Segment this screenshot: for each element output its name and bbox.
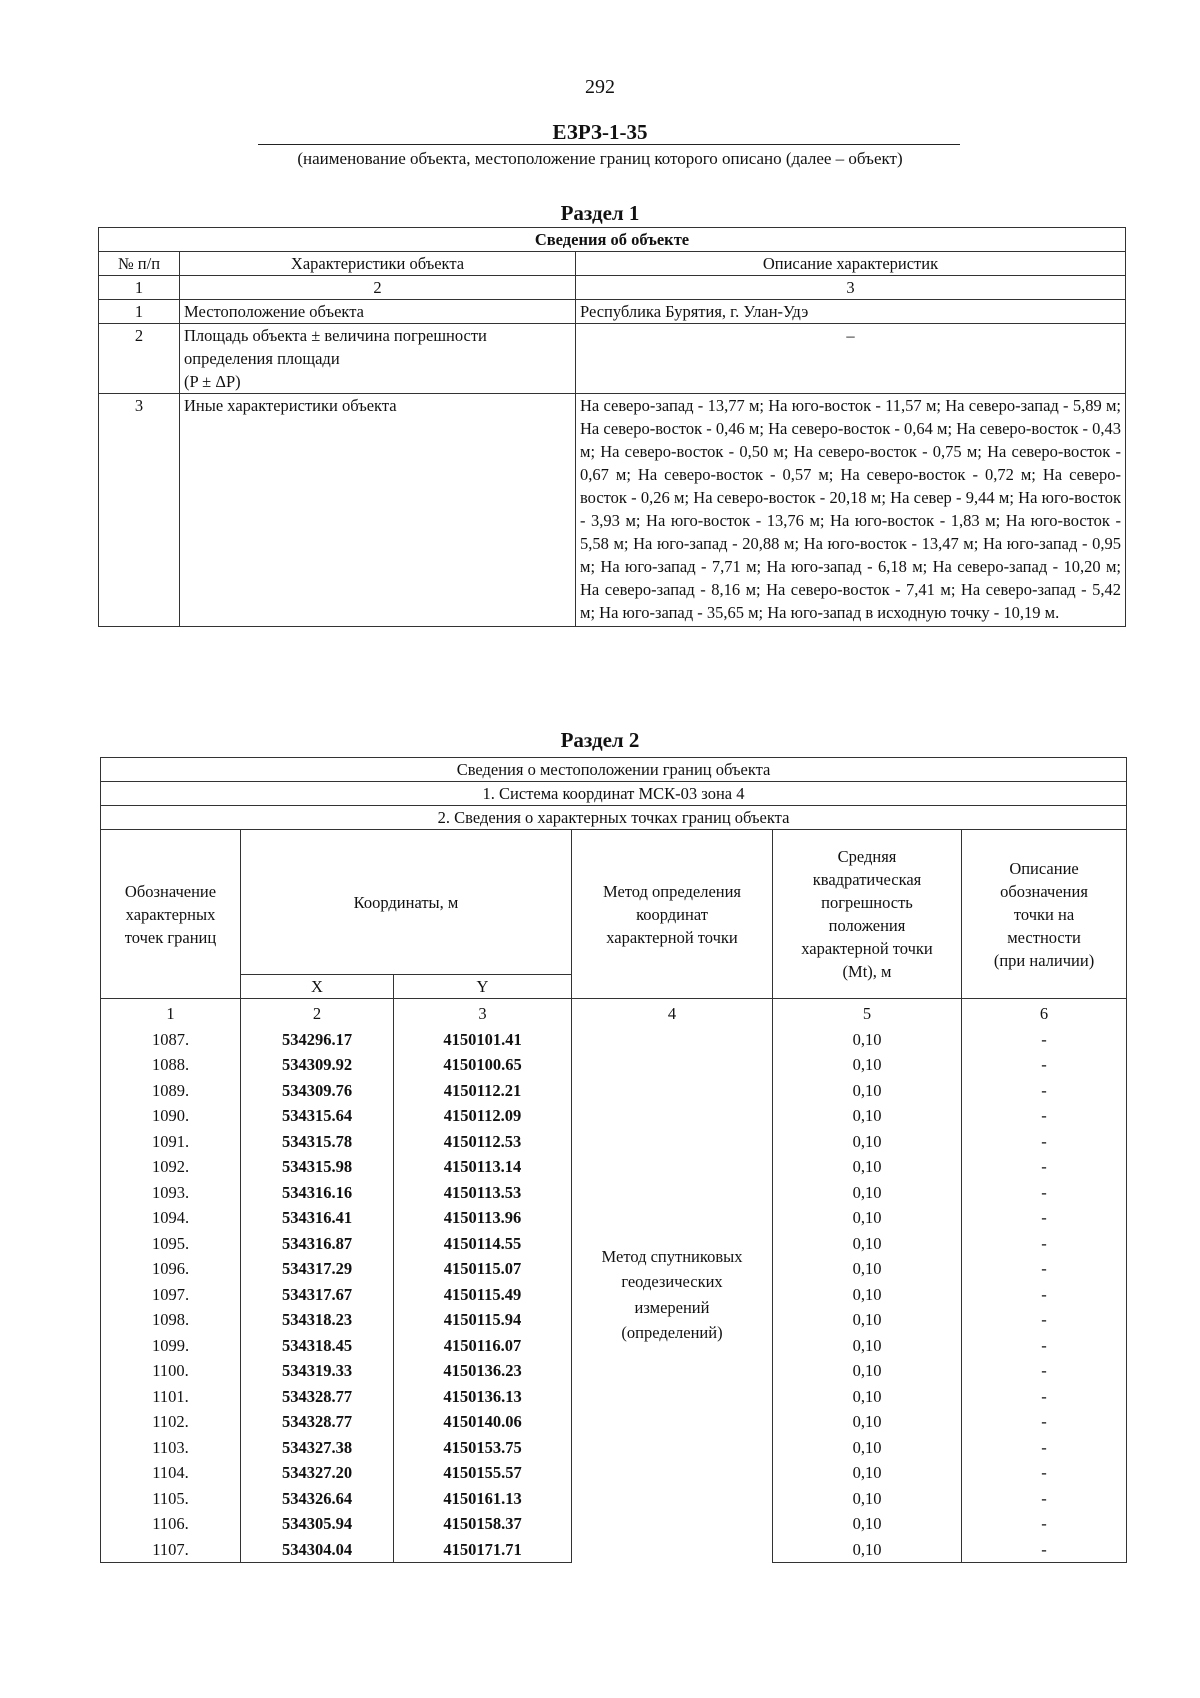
method-line: Метод спутниковых: [601, 1246, 743, 1266]
column-number: 2: [241, 999, 394, 1027]
object-name: ЕЗРЗ-1-35: [552, 120, 648, 144]
point-id: 1096.: [101, 1256, 241, 1282]
point-description: -: [962, 1154, 1127, 1180]
point-description: -: [962, 1307, 1127, 1333]
column-number: 1: [101, 999, 241, 1027]
point-y: 4150112.21: [394, 1078, 572, 1104]
point-x: 534327.38: [241, 1435, 394, 1461]
point-y: 4150155.57: [394, 1460, 572, 1486]
point-id: 1095.: [101, 1231, 241, 1257]
point-x: 534317.67: [241, 1282, 394, 1308]
table-row: [101, 1027, 1127, 1053]
point-x: 534319.33: [241, 1358, 394, 1384]
point-y: 4150100.65: [394, 1052, 572, 1078]
point-accuracy: 0,10: [773, 1154, 962, 1180]
point-x: 534296.17: [241, 1027, 394, 1053]
point-accuracy: 0,10: [773, 1460, 962, 1486]
point-x: 534315.64: [241, 1103, 394, 1129]
characteristic-value: –: [576, 324, 1126, 394]
point-id: 1107.: [101, 1537, 241, 1563]
point-y: 4150115.07: [394, 1256, 572, 1282]
point-y: 4150101.41: [394, 1027, 572, 1053]
header-line: Описание: [1009, 858, 1079, 878]
point-x: 534316.87: [241, 1231, 394, 1257]
characteristic-label: [180, 324, 576, 394]
header-line: точки на: [1013, 904, 1075, 924]
point-id: 1103.: [101, 1435, 241, 1461]
point-description: -: [962, 1205, 1127, 1231]
method-line: измерений: [634, 1297, 710, 1317]
point-y: 4150112.53: [394, 1129, 572, 1155]
point-y: 4150136.13: [394, 1384, 572, 1410]
header-description: Описание характеристик: [576, 252, 1126, 276]
row-number: 2: [99, 324, 180, 394]
point-description: -: [962, 1078, 1127, 1104]
point-y: 4150171.71: [394, 1537, 572, 1563]
point-description: -: [962, 1180, 1127, 1206]
point-y: 4150113.14: [394, 1154, 572, 1180]
point-id: 1094.: [101, 1205, 241, 1231]
point-x: 534309.76: [241, 1078, 394, 1104]
point-id: 1090.: [101, 1103, 241, 1129]
header-line: характерных: [125, 904, 216, 924]
point-x: 534318.45: [241, 1333, 394, 1359]
point-description: -: [962, 1231, 1127, 1257]
object-name-underline: [258, 144, 960, 145]
point-description: -: [962, 1103, 1127, 1129]
characteristic-value: Республика Бурятия, г. Улан-Удэ: [576, 300, 1126, 324]
point-y: 4150115.49: [394, 1282, 572, 1308]
characteristic-line: Площадь объекта ± величина погрешности: [184, 326, 487, 345]
header-point-designation: [101, 830, 241, 999]
row-number: 3: [99, 394, 180, 627]
boundary-points-table: [100, 757, 1127, 1563]
point-accuracy: 0,10: [773, 1333, 962, 1359]
header-line: координат: [636, 904, 708, 924]
point-accuracy: 0,10: [773, 1435, 962, 1461]
header-line: положения: [828, 916, 906, 935]
point-x: 534315.98: [241, 1154, 394, 1180]
header-coordinates: Координаты, м: [241, 830, 572, 975]
characteristic-line: (P ± ΔP): [184, 372, 241, 391]
method-line: (определений): [621, 1323, 723, 1342]
point-id: 1097.: [101, 1282, 241, 1308]
method-line: геодезических: [621, 1272, 723, 1291]
point-description: -: [962, 1333, 1127, 1359]
point-description: -: [962, 1027, 1127, 1053]
header-line: точек границ: [124, 927, 217, 947]
section-1-title: Раздел 1: [560, 201, 640, 225]
header-line: характерной точки: [801, 939, 933, 958]
column-number: 5: [773, 999, 962, 1027]
point-x: 534328.77: [241, 1409, 394, 1435]
point-y: 4150113.96: [394, 1205, 572, 1231]
header-line: Средняя: [837, 847, 897, 866]
point-y: 4150114.55: [394, 1231, 572, 1257]
point-description: -: [962, 1052, 1127, 1078]
method-cell: [572, 1027, 773, 1563]
point-accuracy: 0,10: [773, 1384, 962, 1410]
point-id: 1102.: [101, 1409, 241, 1435]
point-description: -: [962, 1256, 1127, 1282]
column-number: 3: [576, 276, 1126, 300]
point-y: 4150115.94: [394, 1307, 572, 1333]
point-id: 1099.: [101, 1333, 241, 1359]
header-y: Y: [394, 975, 572, 999]
point-accuracy: 0,10: [773, 1180, 962, 1206]
header-line: характерной точки: [606, 927, 738, 947]
point-x: 534304.04: [241, 1537, 394, 1563]
section-2-title: Раздел 2: [560, 728, 640, 752]
header-number: № п/п: [99, 252, 180, 276]
header-x: X: [241, 975, 394, 999]
point-accuracy: 0,10: [773, 1486, 962, 1512]
point-accuracy: 0,10: [773, 1256, 962, 1282]
point-x: 534315.78: [241, 1129, 394, 1155]
table-row: [99, 394, 1126, 627]
point-description: -: [962, 1435, 1127, 1461]
point-y: 4150113.53: [394, 1180, 572, 1206]
point-accuracy: 0,10: [773, 1129, 962, 1155]
point-accuracy: 0,10: [773, 1537, 962, 1563]
header-line: квадратическая: [812, 870, 922, 889]
point-id: 1104.: [101, 1460, 241, 1486]
characteristic-value: На северо-запад - 13,77 м; На юго-восток - 11,57 м; На северо-запад - 5,89 м; На северо-восток - 0,46 м; На северо-восток - 0,64 м; На северо-восток - 0,43 м; На северо-восток - 0,50 м; На северо-восток - 0,75 м; На северо-восток - 0,67 м; На северо-восток - 0,57 м; На северо-восток - 0,72 м; На северо-восток - 0,26 м; На северо-восток - 20,18 м; На север - 9,44 м; На юго-восток - 3,93 м; На юго-восток - 13,76 м; На юго-восток - 1,83 м; На юго-восток - 5,58 м; На юго-запад - 20,88 м; На юго-восток - 13,47 м; На юго-запад - 0,95 м; На юго-запад - 7,71 м; На юго-запад - 6,18 м; На северо-запад - 10,20 м; На северо-запад - 8,16 м; На северо-восток - 7,41 м; На северо-запад - 5,42 м; На юго-запад - 35,65 м; На юго-запад в исходную точку - 10,19 м.: [576, 394, 1126, 627]
point-description: -: [962, 1358, 1127, 1384]
point-accuracy: 0,10: [773, 1231, 962, 1257]
header-accuracy: [773, 830, 962, 999]
point-accuracy: 0,10: [773, 1511, 962, 1537]
coordinate-system: 1. Система координат МСК-03 зона 4: [101, 782, 1127, 806]
header-line: Метод определения: [602, 881, 742, 901]
point-accuracy: 0,10: [773, 1027, 962, 1053]
header-point-description: [962, 830, 1127, 999]
row-number: 1: [99, 300, 180, 324]
point-description: -: [962, 1511, 1127, 1537]
point-accuracy: 0,10: [773, 1052, 962, 1078]
object-caption: (наименование объекта, местоположение границ которого описано (далее – объект): [297, 149, 903, 168]
point-description: -: [962, 1282, 1127, 1308]
column-number: 1: [99, 276, 180, 300]
column-number: 4: [572, 999, 773, 1027]
boundary-table-title: Сведения о местоположении границ объекта: [101, 758, 1127, 782]
point-x: 534326.64: [241, 1486, 394, 1512]
point-id: 1092.: [101, 1154, 241, 1180]
point-accuracy: 0,10: [773, 1103, 962, 1129]
header-line: обозначения: [1000, 881, 1088, 901]
characteristic-label: Иные характеристики объекта: [180, 394, 576, 627]
column-number: 6: [962, 999, 1127, 1027]
point-id: 1088.: [101, 1052, 241, 1078]
point-x: 534316.41: [241, 1205, 394, 1231]
header-line: (Mt), м: [842, 962, 892, 981]
point-id: 1098.: [101, 1307, 241, 1333]
column-number: 3: [394, 999, 572, 1027]
header-method: [572, 830, 773, 999]
point-id: 1106.: [101, 1511, 241, 1537]
point-accuracy: 0,10: [773, 1078, 962, 1104]
point-id: 1100.: [101, 1358, 241, 1384]
point-accuracy: 0,10: [773, 1358, 962, 1384]
table-row: [99, 300, 1126, 324]
point-id: 1105.: [101, 1486, 241, 1512]
column-number: 2: [180, 276, 576, 300]
point-description: -: [962, 1537, 1127, 1563]
characteristic-label: Местоположение объекта: [180, 300, 576, 324]
point-y: 4150112.09: [394, 1103, 572, 1129]
header-line: (при наличии): [993, 950, 1095, 970]
point-accuracy: 0,10: [773, 1282, 962, 1308]
point-x: 534327.20: [241, 1460, 394, 1486]
point-y: 4150158.37: [394, 1511, 572, 1537]
header-characteristic: Характеристики объекта: [180, 252, 576, 276]
object-info-table-title: Сведения об объекте: [99, 228, 1126, 252]
point-description: -: [962, 1384, 1127, 1410]
point-y: 4150136.23: [394, 1358, 572, 1384]
point-x: 534316.16: [241, 1180, 394, 1206]
point-id: 1093.: [101, 1180, 241, 1206]
point-x: 534318.23: [241, 1307, 394, 1333]
points-title: 2. Сведения о характерных точках границ объекта: [101, 806, 1127, 830]
point-description: -: [962, 1129, 1127, 1155]
point-x: 534305.94: [241, 1511, 394, 1537]
point-accuracy: 0,10: [773, 1205, 962, 1231]
object-info-table: [98, 227, 1126, 627]
header-line: погрешность: [821, 893, 913, 912]
point-accuracy: 0,10: [773, 1409, 962, 1435]
point-description: -: [962, 1460, 1127, 1486]
characteristic-line: определения площади: [184, 349, 340, 368]
header-line: Обозначение: [124, 881, 217, 901]
point-accuracy: 0,10: [773, 1307, 962, 1333]
point-id: 1091.: [101, 1129, 241, 1155]
point-x: 534317.29: [241, 1256, 394, 1282]
point-description: -: [962, 1409, 1127, 1435]
table-row: [99, 324, 1126, 394]
point-id: 1101.: [101, 1384, 241, 1410]
point-description: -: [962, 1486, 1127, 1512]
header-line: местности: [1007, 927, 1081, 947]
point-y: 4150161.13: [394, 1486, 572, 1512]
page-number: 292: [585, 76, 615, 98]
point-y: 4150140.06: [394, 1409, 572, 1435]
point-id: 1087.: [101, 1027, 241, 1053]
point-y: 4150116.07: [394, 1333, 572, 1359]
point-x: 534309.92: [241, 1052, 394, 1078]
point-id: 1089.: [101, 1078, 241, 1104]
point-y: 4150153.75: [394, 1435, 572, 1461]
point-x: 534328.77: [241, 1384, 394, 1410]
